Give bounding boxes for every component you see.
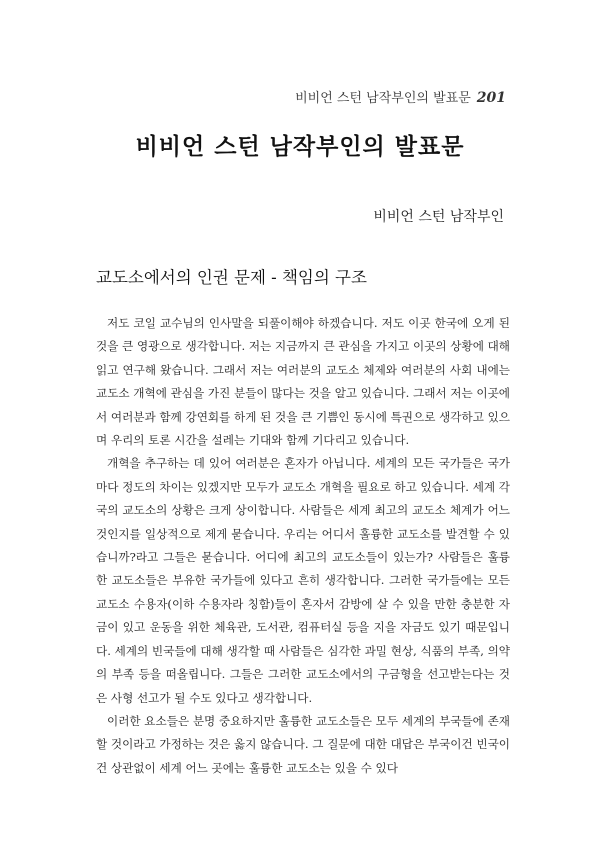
paragraph: 개혁을 추구하는 데 있어 여러분은 혼자가 아닙니다. 세계의 모든 국가들은 국가마다 정도의 차이는 있겠지만 모두가 교도소 개혁을 필요로 하고 있습니다. 세계 각국의 교도소의 상황은 크게 상이합니다. 사람들은 세계 최고의 교도소 체계가 어느 것인지를 일상적으로 제게 묻습니다. 우리는 어디서 훌륭한 교도소를 발견할 수 있습니까?라고 그들은 묻습니다. 어디에 최고의 교도소들이 있는가? 사람들은 훌륭한 교도소들은 부유한 국가들에 있다고 흔히 생각합니다. 그러한 국가들에는 모든 교도소 수용자(이하 수용자라 칭함)들이 혼자서 감방에 살 수 있을 만한 충분한 자금이 있고 운동을 위한 체육관, 도서관, 컴퓨터실 등을 지을 자금도 있기 때문입니다. 세계의 빈국들에 대해 생각할 때 사람들은 심각한 과밀 현상, 식품의 부족, 의약의 부족 등을 떠올립니다. 그들은 그러한 교도소에서의 구금형을 선고받는다는 것은 사형 선고가 될 수도 있다고 생각합니다. [96,456,510,705]
author-name: 비비언 스턴 남작부인 [373,209,504,225]
page-number: 201 [476,90,506,106]
running-header [295,87,506,106]
paragraph: 저도 코일 교수님의 인사말을 되풀이해야 하겠습니다. 저도 이곳 한국에 오게 된 것을 큰 영광으로 생각합니다. 저는 지금까지 큰 관심을 가지고 이곳의 상황에 대해 읽고 연구해 왔습니다. 그래서 저는 여러분의 교도소 체제와 여러분의 사회 내에는 교도소 개혁에 관심을 가진 분들이 많다는 것을 알고 있습니다. 그래서 저는 이곳에서 여러분과 함께 강연회를 하게 된 것을 큰 기쁨인 동시에 특권으로 생각하고 있으며 우리의 토론 시간을 설레는 기대와 함께 기다리고 있습니다. [96,316,510,448]
document-title: 비비언 스턴 남작부인의 발표문 [135,133,465,160]
section-heading: 교도소에서의 인권 문제 - 책임의 구조 [96,268,367,287]
paragraph: 이러한 요소들은 분명 중요하지만 훌륭한 교도소들은 모두 세계의 부국들에 존재할 것이라고 가정하는 것은 옳지 않습니다. 그 질문에 대한 대답은 부국이건 빈국이건 상관없이 세계 어느 곳에는 훌륭한 교도소는 있을 수 있다 [96,713,510,775]
running-header-title: 비비언 스턴 남작부인의 발표문 [295,91,471,106]
body-text [96,312,510,780]
